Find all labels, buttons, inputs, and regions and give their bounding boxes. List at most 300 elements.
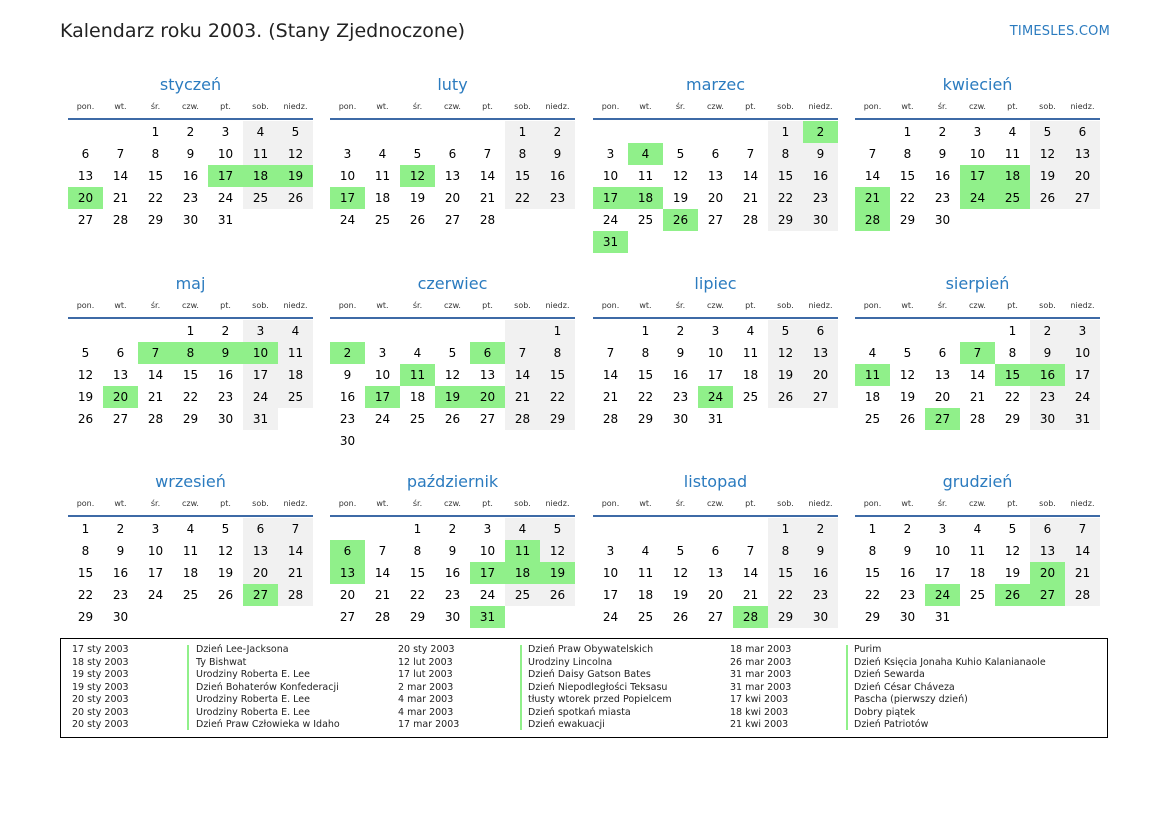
month-name: marzec <box>685 75 745 94</box>
day-cell: 28 <box>505 408 540 430</box>
empty-cell <box>628 518 663 540</box>
day-cell: 24 <box>602 610 619 624</box>
day-cell: 25 <box>742 390 759 404</box>
weekday-label: śr. <box>675 499 686 508</box>
day-grid <box>593 121 838 253</box>
header-rule <box>330 317 575 319</box>
empty-cell <box>925 320 960 342</box>
month-calendar <box>593 471 838 628</box>
day-cell: 7 <box>868 147 877 161</box>
weekday-label: pt. <box>745 499 756 508</box>
weekday-label: wt. <box>376 499 389 508</box>
day-cell: 5 <box>676 544 685 558</box>
day-cell: 14 <box>864 169 881 183</box>
month-calendar <box>855 471 1100 628</box>
day-cell: 15 <box>540 364 575 386</box>
day-cell: 17 <box>934 566 951 580</box>
day-cell: 29 <box>864 610 881 624</box>
day-cell: 9 <box>803 143 838 165</box>
weekday-label: czw. <box>444 499 461 508</box>
legend-date: 18 sty 2003 <box>72 656 129 668</box>
weekday-label: pt. <box>220 102 231 111</box>
day-cell: 23 <box>444 588 461 602</box>
header-rule <box>68 515 313 517</box>
day-cell: 23 <box>899 588 916 602</box>
weekday-label: wt. <box>639 499 652 508</box>
weekday-label: niedz. <box>808 499 833 508</box>
day-cell: 16 <box>803 562 838 584</box>
day-cell: 25 <box>637 610 654 624</box>
empty-cell <box>103 320 138 342</box>
weekday-header <box>68 100 313 114</box>
day-cell: 3 <box>1065 320 1100 342</box>
day-cell: 10 <box>602 566 619 580</box>
day-cell: 6 <box>470 342 505 364</box>
legend-holiday-name: Urodziny Lincolna <box>528 656 613 668</box>
day-cell: 9 <box>448 544 457 558</box>
day-cell: 24 <box>1065 386 1100 408</box>
day-cell: 28 <box>374 610 391 624</box>
legend-date: 17 mar 2003 <box>398 719 460 730</box>
empty-cell <box>663 121 698 143</box>
day-grid <box>330 121 575 231</box>
day-cell: 3 <box>711 324 720 338</box>
day-cell: 20 <box>339 588 356 602</box>
day-cell: 17 <box>1065 364 1100 386</box>
empty-cell <box>698 231 733 253</box>
empty-cell <box>68 121 103 143</box>
weekday-label: śr. <box>675 102 686 111</box>
day-cell: 29 <box>540 408 575 430</box>
day-cell: 19 <box>768 364 803 386</box>
day-cell: 5 <box>448 346 457 360</box>
day-cell: 2 <box>903 522 912 536</box>
day-cell: 29 <box>899 213 916 227</box>
weekday-label: niedz. <box>283 102 308 111</box>
weekday-label: śr. <box>150 499 161 508</box>
day-cell: 12 <box>672 566 689 580</box>
weekday-label: niedz. <box>283 301 308 310</box>
day-cell: 27 <box>1030 584 1065 606</box>
legend-dates-1 <box>72 644 129 732</box>
day-cell: 4 <box>868 346 877 360</box>
legend-dates-2 <box>398 644 459 732</box>
day-cell: 28 <box>1065 584 1100 606</box>
day-cell: 2 <box>540 121 575 143</box>
day-cell: 6 <box>243 518 278 540</box>
day-cell: 8 <box>768 143 803 165</box>
weekday-label: pt. <box>482 102 493 111</box>
day-cell: 9 <box>803 540 838 562</box>
day-cell: 21 <box>855 187 890 209</box>
weekday-label: sob. <box>514 499 531 508</box>
header-rule <box>68 118 313 120</box>
day-cell: 1 <box>903 125 912 139</box>
day-cell: 11 <box>505 540 540 562</box>
weekday-label: niedz. <box>808 301 833 310</box>
day-cell: 4 <box>641 544 650 558</box>
day-cell: 12 <box>672 169 689 183</box>
empty-cell <box>628 121 663 143</box>
weekday-label: niedz. <box>545 102 570 111</box>
day-cell: 13 <box>707 169 724 183</box>
day-cell: 2 <box>186 125 195 139</box>
weekday-label: pon. <box>601 301 620 310</box>
day-cell: 30 <box>182 213 199 227</box>
day-cell: 8 <box>540 342 575 364</box>
weekday-header <box>68 299 313 313</box>
day-cell: 2 <box>938 125 947 139</box>
weekday-label: pt. <box>220 301 231 310</box>
day-cell: 24 <box>602 213 619 227</box>
legend-holiday-name: Ty Bishwat <box>196 656 247 668</box>
day-cell: 10 <box>479 544 496 558</box>
day-cell: 29 <box>147 213 164 227</box>
weekday-label: pon. <box>76 499 95 508</box>
day-cell: 30 <box>803 209 838 231</box>
day-cell: 11 <box>742 346 759 360</box>
site-link[interactable]: TIMESLES.COM <box>1009 24 1110 39</box>
day-cell: 18 <box>409 390 426 404</box>
empty-cell <box>855 121 890 143</box>
empty-cell <box>243 606 278 628</box>
day-cell: 11 <box>637 566 654 580</box>
day-cell: 29 <box>409 610 426 624</box>
day-cell: 7 <box>746 544 755 558</box>
day-cell: 16 <box>1030 364 1065 386</box>
day-cell: 27 <box>707 610 724 624</box>
weekday-label: pon. <box>338 499 357 508</box>
weekday-label: śr. <box>412 301 423 310</box>
weekday-label: wt. <box>114 499 127 508</box>
day-cell: 1 <box>81 522 90 536</box>
day-cell: 18 <box>505 562 540 584</box>
legend-holiday-name: Urodziny Roberta E. Lee <box>196 706 310 718</box>
day-cell: 20 <box>1030 562 1065 584</box>
day-cell: 15 <box>768 165 803 187</box>
day-cell: 26 <box>444 412 461 426</box>
day-cell: 11 <box>637 169 654 183</box>
day-cell: 3 <box>938 522 947 536</box>
day-cell: 15 <box>182 368 199 382</box>
day-cell: 24 <box>479 588 496 602</box>
day-cell: 13 <box>1065 143 1100 165</box>
day-cell: 31 <box>1065 408 1100 430</box>
day-cell: 22 <box>1004 390 1021 404</box>
weekday-label: czw. <box>444 301 461 310</box>
day-cell: 4 <box>746 324 755 338</box>
day-cell: 11 <box>243 143 278 165</box>
day-cell: 3 <box>606 147 615 161</box>
empty-cell <box>890 320 925 342</box>
day-cell: 27 <box>77 213 94 227</box>
day-cell: 24 <box>698 386 733 408</box>
weekday-header <box>330 299 575 313</box>
day-cell: 7 <box>746 147 755 161</box>
empty-cell <box>365 518 400 540</box>
day-cell: 23 <box>339 412 356 426</box>
day-cell: 11 <box>855 364 890 386</box>
day-cell: 23 <box>182 191 199 205</box>
day-cell: 9 <box>938 147 947 161</box>
day-cell: 8 <box>505 143 540 165</box>
day-cell: 4 <box>413 346 422 360</box>
day-cell: 11 <box>400 364 435 386</box>
day-cell: 23 <box>1030 386 1065 408</box>
day-cell: 27 <box>112 412 129 426</box>
day-cell: 9 <box>343 368 352 382</box>
empty-cell <box>330 121 365 143</box>
empty-cell <box>540 606 575 628</box>
day-cell: 31 <box>470 606 505 628</box>
day-cell: 14 <box>479 169 496 183</box>
day-cell: 2 <box>116 522 125 536</box>
day-cell: 16 <box>339 390 356 404</box>
day-cell: 22 <box>505 187 540 209</box>
day-cell: 18 <box>864 390 881 404</box>
day-cell: 21 <box>742 191 759 205</box>
weekday-label: sob. <box>252 102 269 111</box>
day-cell: 4 <box>278 320 313 342</box>
day-cell: 7 <box>505 342 540 364</box>
empty-cell <box>68 320 103 342</box>
weekday-label: wt. <box>376 102 389 111</box>
month-calendar <box>593 273 838 430</box>
day-cell: 14 <box>742 169 759 183</box>
weekday-label: czw. <box>182 499 199 508</box>
day-cell: 10 <box>1065 342 1100 364</box>
weekday-header <box>855 497 1100 511</box>
day-cell: 27 <box>925 408 960 430</box>
day-cell: 27 <box>243 584 278 606</box>
day-grid <box>330 320 575 452</box>
empty-cell <box>1065 606 1100 628</box>
day-cell: 17 <box>208 165 243 187</box>
day-cell: 25 <box>182 588 199 602</box>
day-cell: 29 <box>1004 412 1021 426</box>
legend-date: 2 mar 2003 <box>398 681 454 693</box>
day-cell: 5 <box>1030 121 1065 143</box>
day-cell: 16 <box>934 169 951 183</box>
day-cell: 21 <box>742 588 759 602</box>
legend-holiday-name: Dzień spotkań miasta <box>528 706 631 718</box>
day-cell: 30 <box>112 610 129 624</box>
day-cell: 6 <box>81 147 90 161</box>
day-cell: 5 <box>676 147 685 161</box>
legend-holiday-name: Dzień Księcia Jonaha Kuhio Kalanianaole <box>854 656 1046 668</box>
day-cell: 9 <box>186 147 195 161</box>
weekday-label: wt. <box>901 499 914 508</box>
weekday-label: czw. <box>969 301 986 310</box>
legend-holiday-name: Pascha (pierwszy dzień) <box>854 694 968 705</box>
day-grid <box>593 320 838 430</box>
day-cell: 17 <box>593 187 628 209</box>
month-name: maj <box>175 274 206 293</box>
day-cell: 26 <box>409 213 426 227</box>
day-cell: 24 <box>960 187 995 209</box>
day-cell: 10 <box>147 544 164 558</box>
day-cell: 14 <box>112 169 129 183</box>
day-cell: 16 <box>217 368 234 382</box>
day-cell: 21 <box>112 191 129 205</box>
day-cell: 18 <box>278 364 313 386</box>
day-cell: 31 <box>934 610 951 624</box>
legend-holiday-name: Dzień Daisy Gatson Bates <box>528 669 651 680</box>
empty-cell <box>1030 209 1065 231</box>
day-cell: 4 <box>243 121 278 143</box>
day-cell: 21 <box>1065 562 1100 584</box>
empty-cell <box>995 606 1030 628</box>
legend-divider <box>520 645 522 730</box>
weekday-label: śr. <box>150 301 161 310</box>
empty-cell <box>733 121 768 143</box>
day-cell: 2 <box>330 342 365 364</box>
empty-cell <box>400 320 435 342</box>
weekday-label: wt. <box>901 102 914 111</box>
empty-cell <box>768 231 803 253</box>
day-cell: 18 <box>374 191 391 205</box>
header-rule <box>855 515 1100 517</box>
header-rule <box>855 118 1100 120</box>
day-cell: 15 <box>505 165 540 187</box>
day-cell: 4 <box>628 143 663 165</box>
day-cell: 2 <box>676 324 685 338</box>
day-cell: 22 <box>768 187 803 209</box>
day-cell: 26 <box>899 412 916 426</box>
day-cell: 14 <box>374 566 391 580</box>
empty-cell <box>278 606 313 628</box>
day-cell: 26 <box>995 584 1030 606</box>
empty-cell <box>505 606 540 628</box>
empty-cell <box>330 320 365 342</box>
empty-cell <box>628 231 663 253</box>
month-calendar <box>855 74 1100 231</box>
legend-holiday-name: Dzień Lee-Jacksona <box>196 644 289 655</box>
empty-cell <box>435 121 470 143</box>
day-cell: 8 <box>151 147 160 161</box>
day-cell: 14 <box>602 368 619 382</box>
day-cell: 2 <box>221 324 230 338</box>
legend-holiday-name: Dzień Patriotów <box>854 719 929 730</box>
day-cell: 19 <box>672 588 689 602</box>
legend-date: 18 kwi 2003 <box>730 706 789 718</box>
day-cell: 25 <box>374 213 391 227</box>
day-cell: 16 <box>182 169 199 183</box>
day-cell: 22 <box>147 191 164 205</box>
header-rule <box>855 317 1100 319</box>
empty-cell <box>365 430 400 452</box>
weekday-label: pt. <box>482 301 493 310</box>
day-cell: 30 <box>339 434 356 448</box>
day-cell: 16 <box>899 566 916 580</box>
legend-date: 20 sty 2003 <box>398 644 455 655</box>
day-cell: 8 <box>868 544 877 558</box>
weekday-label: pt. <box>745 301 756 310</box>
weekday-label: czw. <box>182 102 199 111</box>
day-cell: 29 <box>182 412 199 426</box>
day-cell: 11 <box>1004 147 1021 161</box>
weekday-label: sob. <box>777 499 794 508</box>
weekday-label: pon. <box>863 301 882 310</box>
day-cell: 23 <box>934 191 951 205</box>
day-cell: 24 <box>339 213 356 227</box>
day-cell: 19 <box>1030 165 1065 187</box>
day-cell: 25 <box>637 213 654 227</box>
day-cell: 1 <box>186 324 195 338</box>
empty-cell <box>505 430 540 452</box>
day-cell: 15 <box>899 169 916 183</box>
weekday-label: sob. <box>1039 102 1056 111</box>
day-cell: 20 <box>803 364 838 386</box>
weekday-label: niedz. <box>283 499 308 508</box>
weekday-label: pt. <box>482 499 493 508</box>
day-cell: 30 <box>934 213 951 227</box>
weekday-label: pon. <box>76 301 95 310</box>
day-cell: 23 <box>540 187 575 209</box>
day-cell: 9 <box>116 544 125 558</box>
legend-names-1 <box>196 644 340 732</box>
day-cell: 30 <box>1030 408 1065 430</box>
day-cell: 20 <box>243 562 278 584</box>
day-cell: 26 <box>672 610 689 624</box>
day-cell: 27 <box>444 213 461 227</box>
legend-dates-3 <box>730 644 791 732</box>
day-cell: 8 <box>173 342 208 364</box>
empty-cell <box>208 606 243 628</box>
day-cell: 10 <box>339 169 356 183</box>
day-cell: 23 <box>217 390 234 404</box>
weekday-label: niedz. <box>808 102 833 111</box>
day-cell: 11 <box>182 544 199 558</box>
day-cell: 3 <box>483 522 492 536</box>
day-cell: 6 <box>1065 121 1100 143</box>
day-cell: 13 <box>803 342 838 364</box>
day-cell: 20 <box>707 191 724 205</box>
day-cell: 1 <box>868 522 877 536</box>
day-cell: 28 <box>602 412 619 426</box>
legend-divider <box>846 645 848 730</box>
weekday-header <box>68 497 313 511</box>
legend-holiday-name: Dzień Bohaterów Konfederacji <box>196 681 339 693</box>
legend-holiday-name: Dobry piątek <box>854 706 916 718</box>
empty-cell <box>540 430 575 452</box>
legend-holiday-name: Dzień Praw Człowieka w Idaho <box>196 719 340 730</box>
day-cell: 27 <box>1065 187 1100 209</box>
day-cell: 7 <box>378 544 387 558</box>
empty-cell <box>960 320 995 342</box>
legend-holiday-name: Dzień César Cháveza <box>854 681 955 693</box>
empty-cell <box>733 408 768 430</box>
day-grid <box>855 518 1100 628</box>
day-cell: 20 <box>707 588 724 602</box>
empty-cell <box>768 408 803 430</box>
day-cell: 30 <box>672 412 689 426</box>
empty-cell <box>960 209 995 231</box>
legend-date: 17 kwi 2003 <box>730 694 789 705</box>
day-cell: 28 <box>733 606 768 628</box>
weekday-label: czw. <box>969 499 986 508</box>
empty-cell <box>243 209 278 231</box>
day-cell: 21 <box>147 390 164 404</box>
empty-cell <box>470 430 505 452</box>
day-cell: 8 <box>81 544 90 558</box>
holiday-legend <box>60 638 1108 738</box>
weekday-label: śr. <box>937 499 948 508</box>
weekday-label: wt. <box>376 301 389 310</box>
month-calendar <box>330 74 575 231</box>
weekday-label: czw. <box>707 499 724 508</box>
weekday-label: niedz. <box>545 301 570 310</box>
